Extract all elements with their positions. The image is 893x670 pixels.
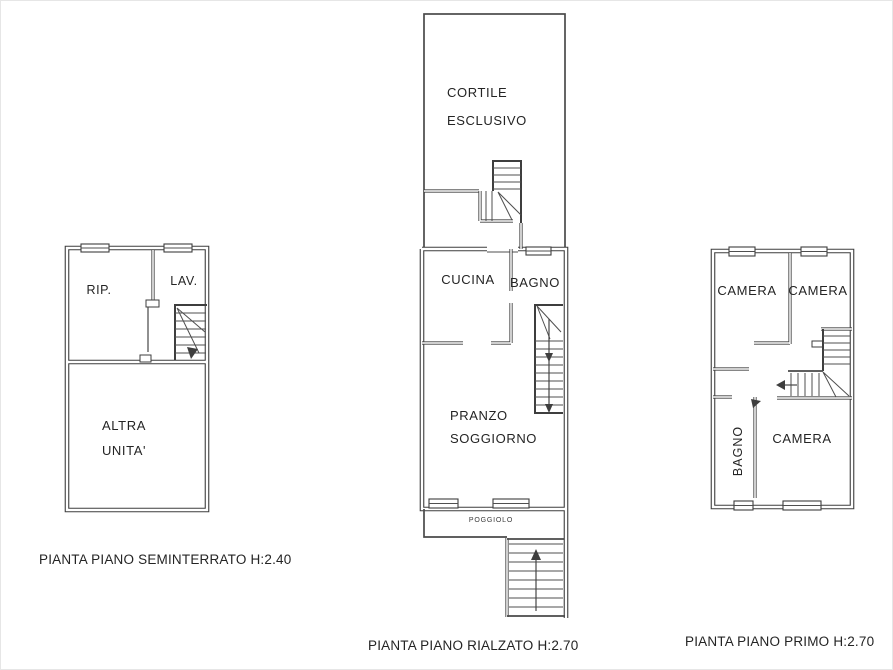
cortile-line1: CORTILE xyxy=(447,85,508,100)
room-label-bagno-rialzato: BAGNO xyxy=(510,275,560,290)
room-label-pranzo-soggiorno xyxy=(450,404,537,450)
seminterrato-stair xyxy=(175,304,207,360)
room-label-bagno-primo: BAGNO xyxy=(731,425,745,477)
rialzato-external-stair xyxy=(507,539,565,616)
room-label-poggiolo: POGGIOLO xyxy=(468,517,514,524)
room-label-cucina: CUCINA xyxy=(441,272,495,287)
stair-direction-arrow xyxy=(776,380,785,390)
caption-rialzato: PIANTA PIANO RIALZATO H:2.70 xyxy=(368,638,579,653)
primo-stair xyxy=(776,329,850,397)
rialzato-entry-stair xyxy=(486,160,521,223)
room-label-camera-bottom: CAMERA xyxy=(772,431,832,446)
caption-primo: PIANTA PIANO PRIMO H:2.70 xyxy=(685,634,875,649)
room-label-camera-top-left: CAMERA xyxy=(717,283,777,298)
room-label-cortile-esclusivo xyxy=(447,79,527,135)
altra-line2: UNITA' xyxy=(101,443,147,458)
cortile-line2: ESCLUSIVO xyxy=(447,113,527,128)
stair-up-arrow xyxy=(531,549,541,560)
caption-seminterrato: PIANTA PIANO SEMINTERRATO H:2.40 xyxy=(39,552,292,567)
pranzo-line2: SOGGIORNO xyxy=(450,431,538,446)
room-label-lav: LAV. xyxy=(170,274,198,288)
room-label-camera-top-right: CAMERA xyxy=(788,283,848,298)
stair-down-arrow xyxy=(545,404,553,413)
room-label-altra-unita xyxy=(102,413,146,463)
pranzo-line1: PRANZO xyxy=(450,408,508,423)
room-label-rip: RIP. xyxy=(86,283,112,297)
rialzato-interior-stair xyxy=(535,304,563,414)
altra-line1: ALTRA xyxy=(102,418,146,433)
